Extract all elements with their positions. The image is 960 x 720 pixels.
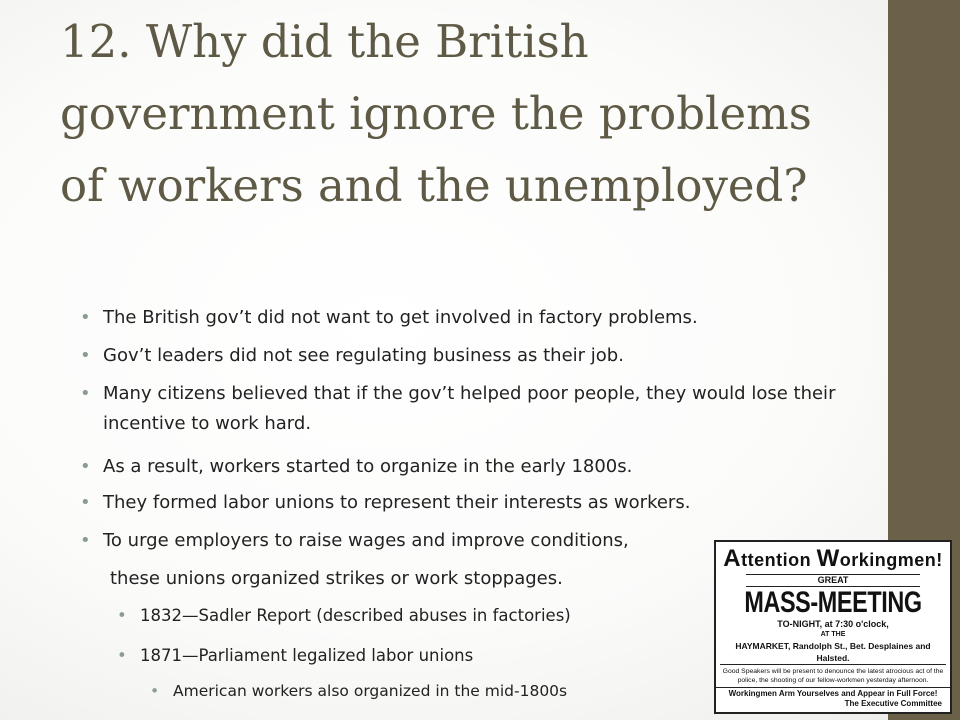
sub-bullet-dot: • bbox=[117, 646, 127, 665]
bullet-5: They formed labor unions to represent their interests as workers. bbox=[103, 492, 691, 513]
bullet-dot: • bbox=[80, 383, 91, 404]
slide-title: 12. Why did the British government ignore the problems of workers and the unemployed? bbox=[60, 15, 812, 212]
bullet-1: The British gov’t did not want to get involved in factory problems. bbox=[103, 307, 698, 328]
bullet-6: To urge employers to raise wages and improve conditions, bbox=[103, 530, 629, 551]
sub-bullet-dot: • bbox=[117, 606, 127, 625]
bullet-2: Gov’t leaders did not see regulating business as their job. bbox=[103, 345, 624, 366]
poster-headline-initial-w: W bbox=[816, 545, 840, 572]
sub-sub-bullet-1: American workers also organized in the mid-1800s bbox=[173, 682, 568, 700]
poster-headline-part-2: orkingmen! bbox=[839, 550, 943, 570]
bullet-dot: • bbox=[80, 456, 91, 477]
sub-bullet-2: 1871—Parliament legalized labor unions bbox=[140, 646, 474, 665]
sub-bullet-1: 1832—Sadler Report (described abuses in factories) bbox=[140, 606, 571, 625]
poster-call-to-arms: Workingmen Arm Yourselves and Appear in Full Force! bbox=[716, 687, 950, 699]
poster-place: HAYMARKET, Randolph St., Bet. Desplaines and Halsted. bbox=[720, 640, 946, 665]
poster-at: AT THE bbox=[820, 631, 846, 638]
poster-mass-meeting: MASS-MEETING bbox=[744, 586, 922, 619]
poster-signature: The Executive Committee bbox=[844, 699, 942, 708]
poster-headline-part-1: ttention bbox=[741, 550, 817, 570]
poster-headline bbox=[716, 545, 950, 572]
bullet-dot: • bbox=[80, 492, 91, 513]
poster-great: GREAT bbox=[746, 574, 920, 587]
sub-sub-bullet-dot: • bbox=[150, 682, 160, 700]
bullet-4: As a result, workers started to organize in the early 1800s. bbox=[103, 456, 633, 477]
bullet-dot: • bbox=[80, 345, 91, 366]
bullet-3: Many citizens believed that if the gov’t helped poor people, they would lose their incentive to work hard. bbox=[103, 383, 836, 434]
haymarket-poster-image bbox=[714, 540, 952, 714]
poster-headline-initial-a: A bbox=[723, 545, 742, 572]
bullet-dot: • bbox=[80, 307, 91, 328]
bullet-dot: • bbox=[80, 530, 91, 551]
bullet-6-continuation: these unions organized strikes or work stoppages. bbox=[110, 568, 563, 589]
poster-details: Good Speakers will be present to denounce the latest atrocious act of the police, the shooting of our fellow-workmen yesterday afternoon. bbox=[722, 668, 944, 684]
poster-time: TO-NIGHT, at 7:30 o'clock, bbox=[777, 619, 889, 629]
